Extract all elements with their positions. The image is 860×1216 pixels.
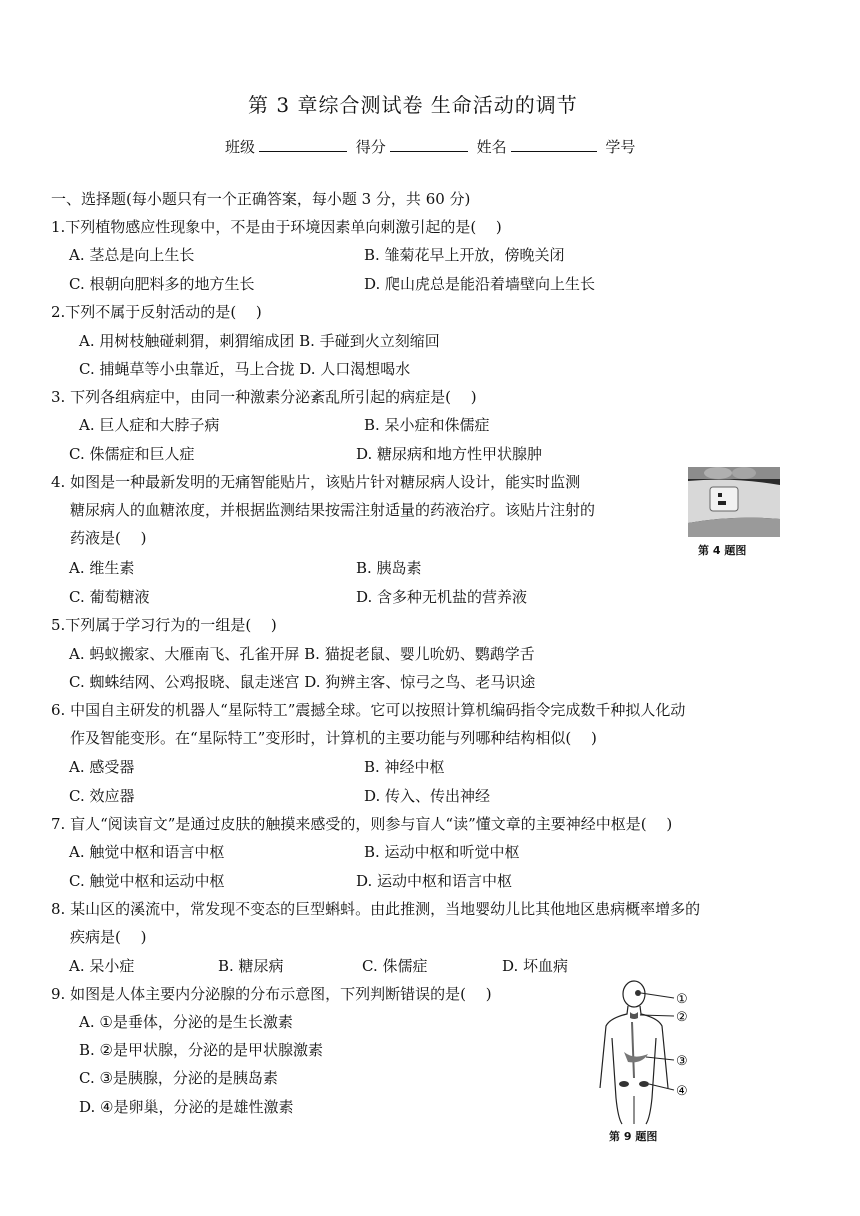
q4-line-3: 药液是( ): [70, 529, 147, 547]
q4-option-d: D. 含多种无机盐的营养液: [356, 588, 528, 606]
q1-option-a: A. 茎总是向上生长: [69, 246, 195, 264]
section-heading: 一、选择题(每小题只有一个正确答案，每小题 3 分，共 60 分): [51, 190, 471, 208]
q9-stem: 9. 如图是人体主要内分泌腺的分布示意图，下列判断错误的是( ): [51, 985, 492, 1003]
q8-option-d: D. 坏血病: [502, 957, 569, 975]
class-label: 班级: [225, 138, 256, 156]
q1-stem: 1.下列植物感应性现象中，不是由于环境因素单向刺激引起的是( ): [51, 218, 502, 236]
score-field[interactable]: [390, 137, 468, 152]
q9-option-a: A. ①是垂体，分泌的是生长激素: [79, 1013, 293, 1031]
q3-option-a: A. 巨人症和大脖子病: [79, 416, 220, 434]
q4-line-1: 4. 如图是一种最新发明的无痛智能贴片，该贴片针对糖尿病人设计，能实时监测: [51, 473, 581, 491]
q3-stem: 3. 下列各组病症中，由同一种激素分泌紊乱所引起的病症是( ): [51, 388, 477, 406]
q3-option-b: B. 呆小症和侏儒症: [364, 416, 490, 434]
q1-option-d: D. 爬山虎总是能沿着墙壁向上生长: [364, 275, 596, 293]
id-label: 学号: [605, 138, 636, 156]
class-field[interactable]: [259, 137, 347, 152]
q1-option-b: B. 雏菊花早上开放，傍晚关闭: [364, 246, 565, 264]
q7-option-b: B. 运动中枢和听觉中枢: [364, 843, 520, 861]
q9-marker-1: ①: [676, 992, 688, 1007]
q9-marker-2: ②: [676, 1010, 688, 1025]
q4-figure-patch-photo: [688, 467, 780, 537]
q7-option-c: C. 触觉中枢和运动中枢: [69, 872, 225, 890]
q9-option-b: B. ②是甲状腺，分泌的是甲状腺激素: [79, 1041, 324, 1059]
q3-option-c: C. 侏儒症和巨人症: [69, 445, 195, 463]
q6-option-b: B. 神经中枢: [364, 758, 445, 776]
q7-stem: 7. 盲人“阅读盲文”是通过皮肤的触摸来感受的，则参与盲人“读”懂文章的主要神经中枢是( ): [51, 815, 673, 833]
q1-option-c: C. 根朝向肥料多的地方生长: [69, 275, 255, 293]
q3-option-d: D. 糖尿病和地方性甲状腺肿: [356, 445, 543, 463]
q2-stem: 2.下列不属于反射活动的是( ): [51, 303, 262, 321]
q9-option-d: D. ④是卵巢，分泌的是雄性激素: [79, 1098, 294, 1116]
q5-options-ab: A. 蚂蚁搬家、大雁南飞、孔雀开屏 B. 猫捉老鼠、婴儿吮奶、鹦鹉学舌: [69, 645, 535, 663]
page-title: 第 3 章综合测试卷 生命活动的调节: [248, 93, 578, 117]
q7-option-d: D. 运动中枢和语言中枢: [356, 872, 513, 890]
q5-stem: 5.下列属于学习行为的一组是( ): [51, 616, 277, 634]
q4-figure-caption: 第 4 题图: [698, 544, 747, 557]
q5-options-cd: C. 蜘蛛结网、公鸡报晓、鼠走迷宫 D. 狗辨主客、惊弓之鸟、老马识途: [69, 673, 536, 691]
student-info-row: [225, 136, 635, 157]
q6-option-a: A. 感受器: [69, 758, 135, 776]
q6-option-c: C. 效应器: [69, 787, 135, 805]
q7-option-a: A. 触觉中枢和语言中枢: [69, 843, 225, 861]
q4-option-b: B. 胰岛素: [356, 559, 422, 577]
q9-marker-3: ③: [676, 1054, 688, 1069]
q8-line-2: 疾病是( ): [70, 928, 147, 946]
q4-option-c: C. 葡萄糖液: [69, 588, 150, 606]
q2-options-cd: C. 捕蝇草等小虫靠近，马上合拢 D. 人口渴想喝水: [79, 360, 411, 378]
q2-options-ab: A. 用树枝触碰刺猬，刺猬缩成团 B. 手碰到火立刻缩回: [79, 332, 440, 350]
q9-option-c: C. ③是胰腺，分泌的是胰岛素: [79, 1069, 278, 1087]
q9-figure-endocrine-diagram: [594, 978, 704, 1126]
q8-option-c: C. 侏儒症: [362, 957, 428, 975]
name-field[interactable]: [511, 137, 597, 152]
q6-option-d: D. 传入、传出神经: [364, 787, 491, 805]
q9-marker-4: ④: [676, 1084, 688, 1099]
q4-option-a: A. 维生素: [69, 559, 135, 577]
q4-line-2: 糖尿病人的血糖浓度，并根据监测结果按需注射适量的药液治疗。该贴片注射的: [70, 501, 596, 519]
q8-option-a: A. 呆小症: [69, 957, 135, 975]
q8-option-b: B. 糖尿病: [218, 957, 284, 975]
name-label: 姓名: [476, 138, 507, 156]
score-label: 得分: [355, 138, 386, 156]
q6-line-2: 作及智能变形。在“星际特工”变形时，计算机的主要功能与列哪种结构相似( ): [70, 729, 597, 747]
q9-figure-caption: 第 9 题图: [609, 1130, 658, 1143]
q6-line-1: 6. 中国自主研发的机器人“星际特工”震撼全球。它可以按照计算机编码指令完成数千种拟人化动: [51, 701, 686, 719]
q8-line-1: 8. 某山区的溪流中，常发现不变态的巨型蝌蚪。由此推测，当地婴幼儿比其他地区患病概率增多的: [51, 900, 701, 918]
